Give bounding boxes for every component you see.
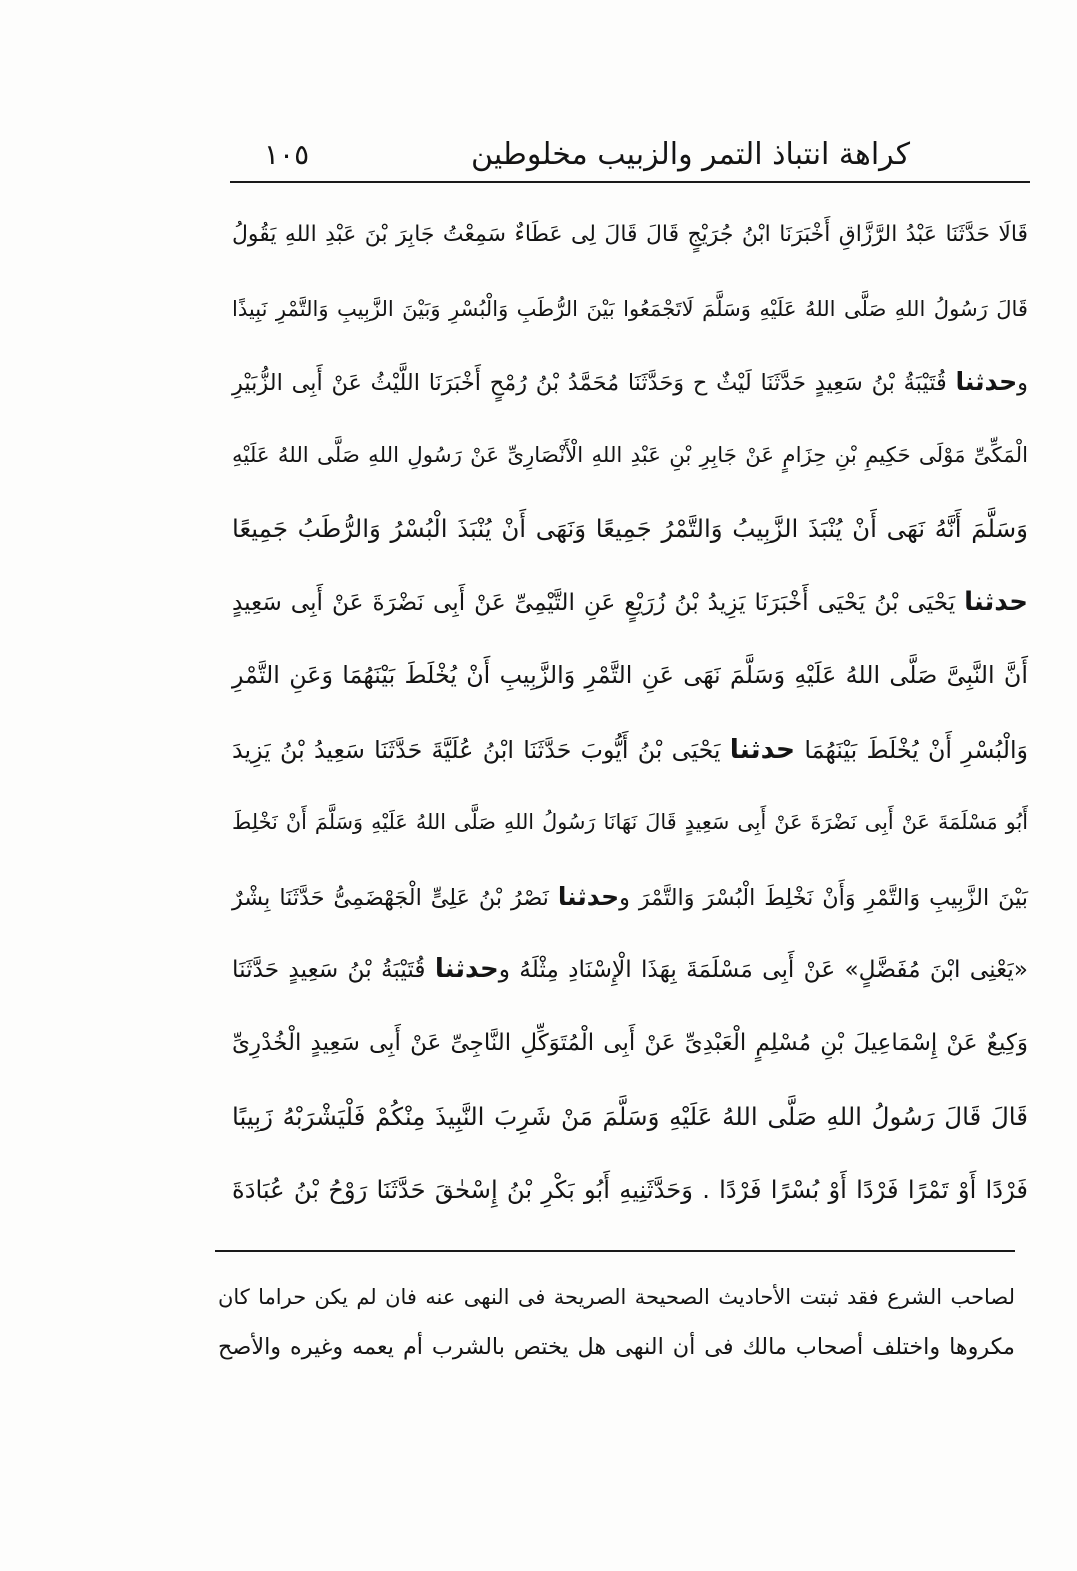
text-line <box>232 198 1028 272</box>
text-segment: يَحْيَى بْنُ يَحْيَى أَخْبَرَنَا يَزِيدُ بْنُ زُرَيْعٍ عَنِ التَّيْمِىِّ عَنْ أَبِى نَضْرَةَ عَنْ أَبِى سَعِيدٍ <box>232 588 965 616</box>
text-segment: قَالَ رَسُولُ اللهِ صَلَّى اللهُ عَلَيْهِ وَسَلَّمَ لَاتَجْمَعُوا بَيْنَ الرُّطَبِ وَالْبُسْرِ وَبَيْنَ الزَّبِيبِ وَالتَّمْرِ نَبِيذًا <box>232 295 1028 321</box>
text-line <box>232 1154 1028 1228</box>
chain-marker-bold: حدثنا <box>729 733 796 765</box>
text-line <box>232 492 1028 566</box>
page-title: كراهة انتباذ التمر والزبيب مخلوطين <box>471 137 910 172</box>
text-segment: وَالْبُسْرِ أَنْ يُخْلَطَ بَيْنَهُمَا <box>795 735 1028 764</box>
chain-marker-bold: حدثنا <box>434 954 499 984</box>
text-segment: قُتَيْبَةُ بْنُ سَعِيدٍ حَدَّثَنَا <box>232 956 435 983</box>
footnote-line: لصاحب الشرع فقد ثبتت الأحاديث الصحيحة الصريحة فى النهى عنه فان لم يكن حراما كان <box>218 1285 1015 1309</box>
text-line <box>232 419 1028 493</box>
text-line <box>232 639 1028 713</box>
text-line <box>232 272 1028 346</box>
text-segment: أَبُو مَسْلَمَةَ عَنْ أَبِى نَضْرَةَ عَنْ أَبِى سَعِيدٍ قَالَ نَهَانَا رَسُولُ اللهِ صَلَّى اللهُ عَلَيْهِ وَسَلَّمَ أَنْ نَخْلِطَ <box>232 810 1028 834</box>
footnote-line: مكروها واختلف أصحاب مالك فى أن النهى هل يختص بالشرب أم يعمه وغيره والأصح <box>218 1334 1015 1360</box>
footnote <box>218 1272 1015 1372</box>
text-segment: قَالَا حَدَّثَنَا عَبْدُ الرَّزَّاقِ أَخْبَرَنَا ابْنُ جُرَيْجٍ قَالَ قَالَ لِى عَطَاءٌ سَمِعْتُ جَابِرَ بْنَ عَبْدِ اللهِ يَقُولُ <box>232 222 1028 247</box>
text-segment: أَنَّ النَّبِىَّ صَلَّى اللهُ عَلَيْهِ وَسَلَّمَ نَهَى عَنِ التَّمْرِ وَالزَّبِيبِ أَنْ يُخْلَطَ بَيْنَهُمَا وَعَنِ التَّمْرِ <box>232 661 1028 689</box>
header-rule <box>230 181 1030 183</box>
text-line <box>232 786 1028 860</box>
text-segment: الْمَكِّىِّ مَوْلَى حَكِيمِ بْنِ حِزَامٍ عَنْ جَابِرِ بْنِ عَبْدِ اللهِ الْأَنْصَارِىِّ عَنْ رَسُولِ اللهِ صَلَّى اللهُ عَلَيْهِ <box>232 442 1028 468</box>
text-line <box>232 713 1028 787</box>
text-line <box>232 1007 1028 1081</box>
text-segment: بَيْنَ الزَّبِيبِ وَالتَّمْرِ وَأَنْ نَخْلِطَ الْبُسْرَ وَالتَّمْرَ و <box>619 884 1028 911</box>
text-line <box>232 1080 1028 1154</box>
text-segment: و <box>1017 370 1028 396</box>
text-line <box>232 860 1028 934</box>
footnote-rule <box>215 1250 1015 1252</box>
text-line <box>232 566 1028 640</box>
text-segment: فَرْدًا أَوْ تَمْرًا فَرْدًا أَوْ بُسْرًا فَرْدًا . وَحَدَّثَنِيهِ أَبُو بَكْرِ بْنُ إِسْحٰقَ حَدَّثَنَا رَوْحُ بْنُ عُبَادَةَ <box>232 1175 1028 1204</box>
text-line <box>232 933 1028 1007</box>
body-text <box>232 198 1028 1227</box>
text-segment: يَحْيَى بْنُ أَيُّوبَ حَدَّثَنَا ابْنُ عُلَيَّةَ حَدَّثَنَا سَعِيدُ بْنُ يَزِيدَ <box>232 735 730 764</box>
text-segment: قَالَ قَالَ رَسُولُ اللهِ صَلَّى اللهُ عَلَيْهِ وَسَلَّمَ مَنْ شَرِبَ النَّبِيذَ مِنْكُمْ فَلْيَشْرَبْهُ زَبِيبًا <box>232 1102 1028 1131</box>
chain-marker-bold: حدثنا <box>557 881 620 911</box>
text-segment: قُتَيْبَةُ بْنُ سَعِيدٍ حَدَّثَنَا لَيْثٌ ح وَحَدَّثَنَا مُحَمَّدُ بْنُ رُمْحٍ أَخْبَرَنَا اللَّيْثُ عَنْ أَبِى الزُّبَيْرِ <box>232 370 956 396</box>
text-segment: نَصْرُ بْنُ عَلِىٍّ الْجَهْضَمِىُّ حَدَّثَنَا بِشْرٌ <box>232 884 558 911</box>
text-segment: وَكِيعٌ عَنْ إِسْمَاعِيلَ بْنِ مُسْلِمٍ الْعَبْدِىِّ عَنْ أَبِى الْمُتَوَكِّلِ النَّاجِىِّ عَنْ أَبِى سَعِيدٍ الْخُدْرِىِّ <box>232 1029 1028 1056</box>
text-segment: «يَعْنِى ابْنَ مُفَضَّلٍ» عَنْ أَبِى مَسْلَمَةَ بِهَذَا الْإِسْنَادِ مِثْلَهُ و <box>498 956 1029 983</box>
chain-marker-bold: حدثنا <box>964 586 1028 617</box>
text-segment: وَسَلَّمَ أَنَّهُ نَهَى أَنْ يُنْبَذَ الزَّبِيبُ وَالتَّمْرُ جَمِيعًا وَنَهَى أَنْ يُنْبَذَ الْبُسْرُ وَالرُّطَبُ جَمِيعًا <box>232 514 1028 543</box>
chain-marker-bold: حدثنا <box>955 367 1018 396</box>
text-line <box>232 345 1028 419</box>
page-number: ١٠٥ <box>264 138 310 171</box>
